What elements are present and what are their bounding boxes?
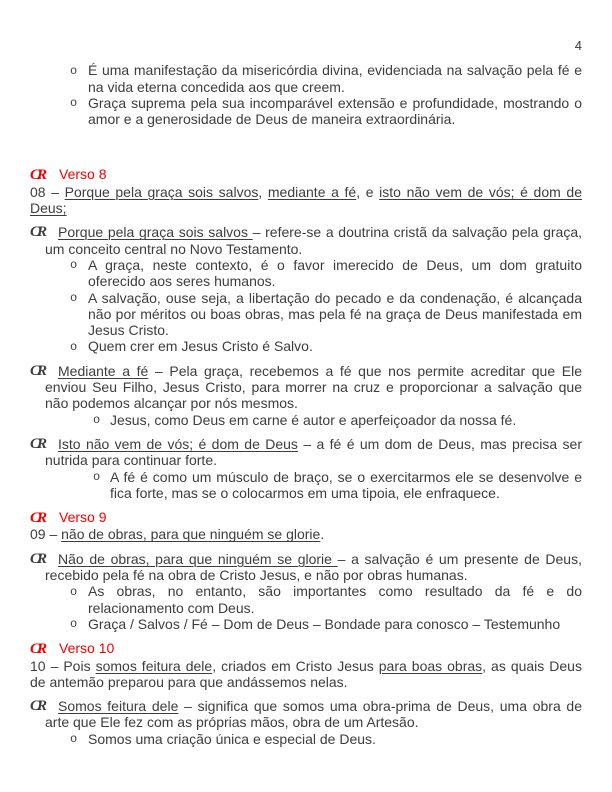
bullet-item [30,731,582,747]
cr-glyph-c: C [30,550,41,567]
text-run: , [258,183,268,200]
cr-ligature-icon [30,698,47,714]
commentary-item [30,224,582,257]
cr-glyph-c: C [30,362,41,379]
text-run: As obras, no entanto, são importantes como resultado da fé e do relacionamento com Deus. [88,583,582,616]
text-run: É uma manifestação da misericórdia divina, evidenciada na salvação pela fé e na vida eterna concedida aos que creem. [88,62,582,95]
page-number: 4 [574,38,582,53]
circle-bullet-icon: o [70,63,78,78]
text-run: – Pela graça, recebemos a fé que nos permite acreditar que Ele enviou Seu Filho, Jesus Cristo, para morrer na cruz e proporcionar a salvação que não podemos alcançar por nós mesmos. [45,362,582,412]
text-run: – a fé é um dom de Deus, mas precisa ser nutrida para continuar forte. [45,435,582,469]
text-run: A fé é como um músculo de braço, se o exercitarmos ele se desenvolve e fica forte, mas se o colocarmos em uma tipoia, ele enfraquece. [110,468,582,501]
commentary-item [30,363,582,412]
bullet-text [88,583,582,615]
bullet-text [88,62,582,94]
circle-bullet-icon: o [70,584,78,599]
verse-text-paragraph [30,658,582,691]
text-run: A graça, neste contexto, é o favor imerecido de Deus, um dom gratuito oferecido aos seres humanos. [88,256,582,290]
cr-glyph-c: C [30,224,41,241]
verse-heading [30,509,582,526]
text-run: – significa que somos uma obra-prima de Deus, uma obra de arte que Ele fez com as próprias mãos, obra de um Artesão. [45,698,583,731]
bullet-item [30,469,582,502]
cr-ligature-icon [30,641,47,657]
commentary-text [45,698,582,731]
blank-line-spacer [30,135,582,166]
cr-glyph-r: R [37,362,48,379]
verse-heading-label: Verso 8 [59,166,107,183]
bullet-list [30,62,582,127]
text-run: Quem crer em Jesus Cristo é Salvo. [88,338,313,355]
commentary-item [30,698,582,731]
bullet-item [30,95,582,128]
document-body [30,62,582,747]
cr-ligature-icon [30,363,47,379]
text-run: , e [356,183,380,200]
cr-ligature-icon [30,436,47,452]
circle-bullet-icon: o [70,96,78,111]
bullet-list [30,469,582,502]
cr-glyph-r: R [37,550,48,567]
text-run: . [320,526,325,543]
bullet-text [88,95,582,127]
circle-bullet-icon: o [93,413,101,428]
circle-bullet-icon: o [70,291,78,306]
bullet-item [30,257,582,290]
underlined-text-run: Porque pela graça sois salvos [58,224,253,241]
cr-glyph-r: R [37,641,48,658]
underlined-text-run: não de obras, para que ninguém se glorie [61,526,321,543]
bullet-text [88,290,582,339]
text-run: 09 – [30,526,62,543]
underlined-text-run: Porque pela graça sois salvos [64,183,259,200]
verse-text-paragraph [30,184,582,217]
text-run: – refere-se a doutrina cristã da salvação pela graça, um conceito central no Novo Testamento. [45,224,582,257]
bullet-item [30,412,582,428]
cr-glyph-c: C [30,167,41,184]
text-run: – a salvação é um presente de Deus, recebido pela fé na obra de Cristo Jesus, e não por obras humanas. [45,550,582,584]
bullet-text [88,616,560,632]
circle-bullet-icon: o [70,617,78,632]
underlined-text-run: isto não vem de vós; é dom de Deus; [30,183,582,217]
bullet-list [30,257,582,355]
bullet-list [30,583,582,632]
cr-glyph-r: R [37,435,48,452]
circle-bullet-icon: o [70,339,78,354]
underlined-text-run: Isto não vem de vós; é dom de Deus [58,435,298,452]
cr-glyph-c: C [30,435,41,452]
text-run: , as quais Deus de antemão preparou para que andássemos nelas. [30,657,582,690]
verse-heading-label: Verso 9 [59,509,107,526]
circle-bullet-icon: o [70,732,78,747]
cr-glyph-r: R [37,698,48,715]
cr-glyph-r: R [37,224,48,241]
commentary-text [45,224,582,257]
underlined-text-run: Não de obras, para que ninguém se glorie [58,550,338,567]
cr-glyph-c: C [30,641,41,658]
text-run: Somos uma criação única e especial de Deus. [88,730,376,747]
text-run: Graça suprema pela sua incomparável extensão e profundidade, mostrando o amor e a generosidade de Deus de maneira extraordinária. [88,94,582,128]
cr-ligature-icon [30,510,47,526]
bullet-text [88,731,376,747]
underlined-text-run: Mediante a fé [58,362,149,379]
text-run: , criados em Cristo Jesus [212,657,379,674]
bullet-text [88,257,582,289]
text-run: 10 – Pois [30,657,96,674]
verse-heading [30,640,582,657]
bullet-item [30,290,582,339]
underlined-text-run: para boas obras [378,657,483,674]
cr-glyph-c: C [30,698,41,715]
bullet-list [30,731,582,747]
bullet-list [30,412,582,428]
commentary-text [45,551,582,584]
cr-ligature-icon [30,167,47,183]
verse-heading [30,166,582,183]
bullet-item [30,62,582,95]
bullet-item [30,583,582,616]
circle-bullet-icon: o [70,258,78,273]
bullet-text [110,412,516,428]
text-run: Graça / Salvos / Fé – Dom de Deus – Bondade para conosco – Testemunho [88,615,561,632]
circle-bullet-icon: o [93,470,101,485]
commentary-item [30,436,582,469]
commentary-text [45,363,582,412]
commentary-item [30,551,582,584]
underlined-text-run: Somos feitura dele [58,698,179,715]
cr-glyph-r: R [37,510,48,527]
bullet-text [88,338,313,354]
cr-glyph-c: C [30,510,41,527]
text-run: 08 – [30,183,65,200]
cr-ligature-icon [30,551,47,567]
underlined-text-run: mediante a fé [267,183,357,200]
underlined-text-run: somos feitura dele [95,657,213,674]
cr-ligature-icon [30,224,47,240]
bullet-item [30,338,582,354]
text-run: Jesus, como Deus em carne é autor e aperfeiçoador da nossa fé. [110,411,517,428]
text-run: A salvação, ouse seja, a libertação do pecado e da condenação, é alcançada não por méritos ou boas obras, mas pela fé na graça de Deus manifestada em Jesus Cristo. [88,289,582,339]
commentary-text [45,436,582,469]
cr-glyph-r: R [37,167,48,184]
verse-text-paragraph [30,526,582,542]
verse-heading-label: Verso 10 [59,640,115,657]
bullet-item [30,616,582,632]
bullet-text [110,469,582,501]
